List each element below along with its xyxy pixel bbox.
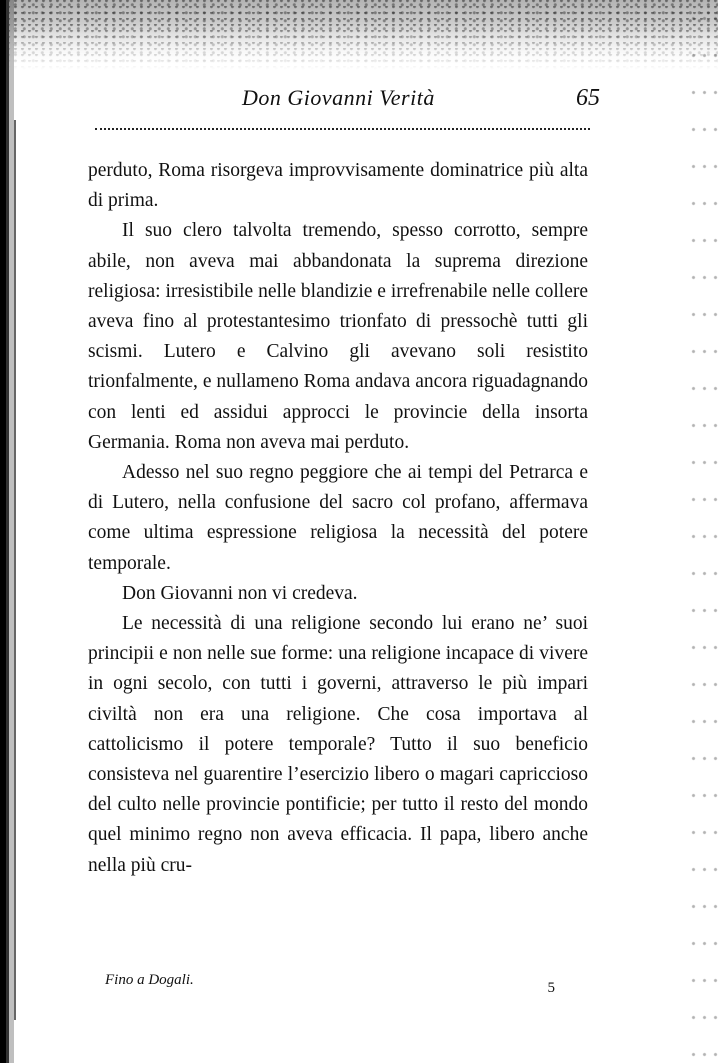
header-dotted-rule bbox=[95, 128, 590, 130]
paragraph-3: Adesso nel suo regno peggiore che ai tempi del Petrarca e di Lutero, nella confusione del sacro col profano, affermava come ultima espressione religiosa la necessità del potere temporale. bbox=[88, 462, 588, 574]
signature-title: Fino a Dogali. bbox=[105, 972, 194, 988]
page-footer bbox=[105, 972, 555, 1002]
paragraph-2: Il suo clero talvolta tremendo, spesso corrotto, sempre abile, non aveva mai abbandonata la suprema direzione religiosa: irresistibile nelle blandizie e irrefrenabile nelle collere aveva fino al protestantesimo trionfato di pressochè tutti gli scismi. Lutero e Calvino gli avevano soli resistito trionfalmente, e nullameno Roma andava ancora riguadagnando con lenti ed assidui approcci le provincie della insorta Germania. Roma non aveva mai perduto. bbox=[88, 220, 588, 453]
scan-right-specks bbox=[688, 0, 718, 1063]
scan-left-binding-shadow bbox=[0, 0, 14, 1063]
running-head bbox=[90, 85, 600, 119]
signature-mark: 5 bbox=[547, 980, 555, 996]
running-head-title: Don Giovanni Verità bbox=[242, 85, 435, 110]
scan-left-edge-line bbox=[14, 120, 16, 1020]
scan-top-shadow bbox=[0, 0, 718, 70]
paragraph-5: Le necessità di una religione secondo lui erano ne’ suoi principii e non nelle sue forme: una religione incapace di vivere in ogni secolo, con tutti i governi, attraverso le più impari civiltà non era una religione. Che cosa importava al cattolicismo il potere temporale? Tutto il suo beneficio consisteva nel guarentire l’esercizio libero o magari capriccioso del culto nelle provincie pontificie; per tutto il resto del mondo quel minimo regno non aveva efficacia. Il papa, libero anche nella più cru- bbox=[88, 613, 588, 876]
body-text bbox=[88, 156, 588, 881]
page-number: 65 bbox=[576, 85, 600, 111]
paragraph-4: Don Giovanni non vi credeva. bbox=[122, 582, 358, 604]
paragraph-1: perduto, Roma risorgeva improvvisamente dominatrice più alta di prima. bbox=[88, 160, 588, 212]
